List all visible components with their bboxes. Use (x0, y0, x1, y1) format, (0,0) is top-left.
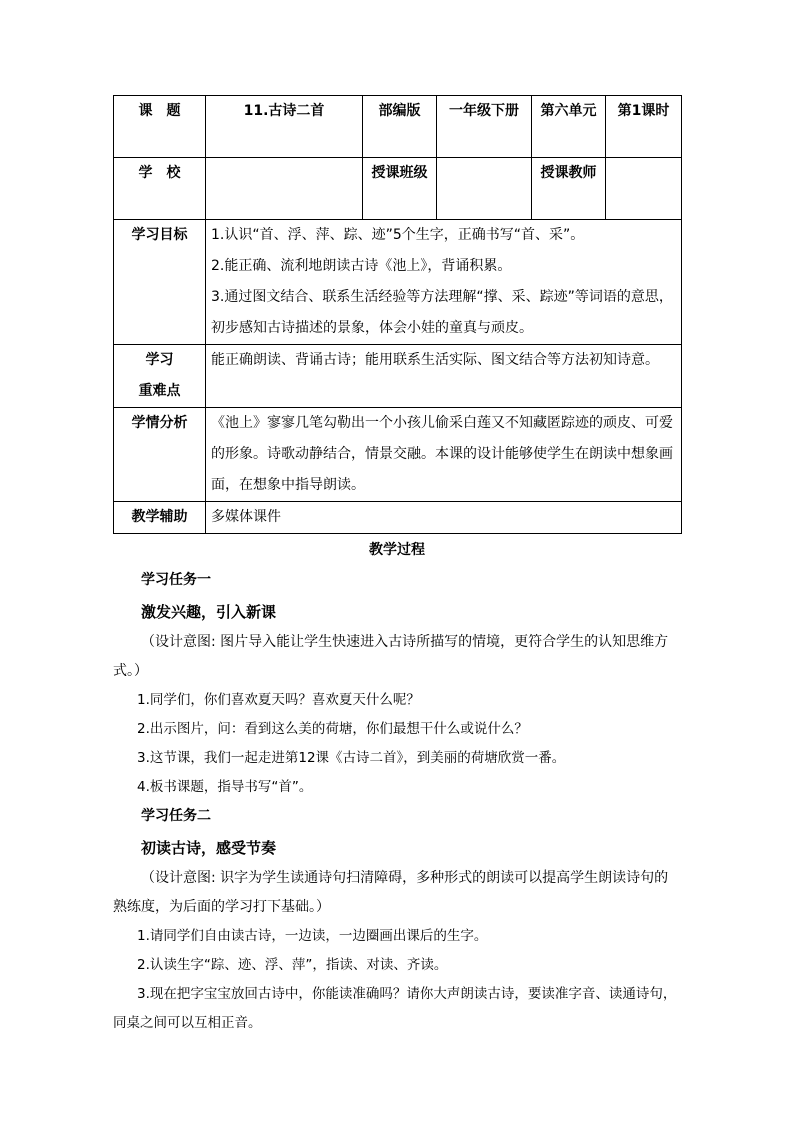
table-row-school (114, 158, 682, 220)
school-label: 学 校 (114, 158, 206, 220)
unit-cell: 第六单元 (532, 96, 606, 158)
table-row-keypoints (114, 345, 682, 408)
process-title: 教学过程 (369, 542, 425, 558)
goals-content (206, 220, 682, 345)
lesson-info-table (113, 95, 682, 534)
edition-cell: 部编版 (363, 96, 437, 158)
task2-step: 3.现在把字宝宝放回古诗中，你能读准确吗？请你大声朗读古诗，要读准字音、读通诗句，同桌之间可以互相正音。 (113, 986, 677, 1031)
grade-cell: 一年级下册 (437, 96, 532, 158)
keypoints-label (114, 345, 206, 408)
task2-step: 2.认读生字“踪、迹、浮、萍”，指读、对读、齐读。 (137, 957, 448, 973)
topic-label: 课 题 (114, 96, 206, 158)
keypoints-content: 能正确朗读、背诵古诗；能用联系生活实际、图文结合等方法初知诗意。 (206, 345, 682, 408)
task1-intent: （设计意图: 图片导入能让学生快速进入古诗所描写的情境，更符合学生的认知思维方式。） (113, 634, 669, 679)
goal-item: 1.认识“首、浮、萍、踪、迹”5个生字，正确书写“首、采”。 (211, 227, 585, 243)
teaching-process (113, 536, 681, 1038)
goals-label: 学习目标 (114, 220, 206, 345)
task1-step: 4.板书课题，指导书写“首”。 (137, 779, 313, 795)
aids-content: 多媒体课件 (206, 502, 682, 534)
analysis-label: 学情分析 (114, 408, 206, 502)
task1-heading: 学习任务一 (141, 572, 211, 588)
task1-step: 1.同学们，你们喜欢夏天吗？喜欢夏天什么呢？ (137, 692, 420, 708)
aids-label: 教学辅助 (114, 502, 206, 534)
goal-item: 2.能正确、流利地朗读古诗《池上》，背诵积累。 (211, 258, 512, 274)
teacher-label: 授课教师 (532, 158, 606, 220)
period-cell: 第1课时 (606, 96, 682, 158)
table-row-analysis (114, 408, 682, 502)
task1-subheading: 激发兴趣，引入新课 (141, 603, 277, 621)
keypoints-label-line1: 学习 (145, 352, 174, 368)
table-row-goals (114, 220, 682, 345)
goal-item: 3.通过图文结合、联系生活经验等方法理解“撑、采、踪迹”等词语的意思，初步感知古诗描述的景象，体会小娃的童真与顽皮。 (211, 289, 673, 336)
task2-step: 1.请同学们自由读古诗，一边读，一边圈画出课后的生字。 (137, 928, 488, 944)
teacher-value (606, 158, 682, 220)
task2-subheading: 初读古诗，感受节奏 (141, 839, 277, 857)
class-value (437, 158, 532, 220)
keypoints-label-line2: 重难点 (138, 383, 181, 399)
task2-intent: （设计意图: 识字为学生读通诗句扫清障碍，多种形式的朗读可以提高学生朗读诗句的熟练度，为后面的学习打下基础。） (113, 870, 669, 915)
table-row-aids (114, 502, 682, 534)
task1-step: 2.出示图片，问：看到这么美的荷塘，你们最想干什么或说什么？ (137, 721, 528, 737)
school-value (206, 158, 363, 220)
class-label: 授课班级 (363, 158, 437, 220)
lesson-title: 11.古诗二首 (206, 96, 363, 158)
analysis-content: 《池上》寥寥几笔勾勒出一个小孩儿偷采白莲又不知藏匿踪迹的顽皮、可爱的形象。诗歌动静结合，情景交融。本课的设计能够使学生在朗读中想象画面，在想象中指导朗读。 (206, 408, 682, 502)
task2-heading: 学习任务二 (141, 808, 211, 824)
table-row-topic (114, 96, 682, 158)
task1-step: 3.这节课，我们一起走进第12课《古诗二首》，到美丽的荷塘欣赏一番。 (137, 750, 566, 766)
